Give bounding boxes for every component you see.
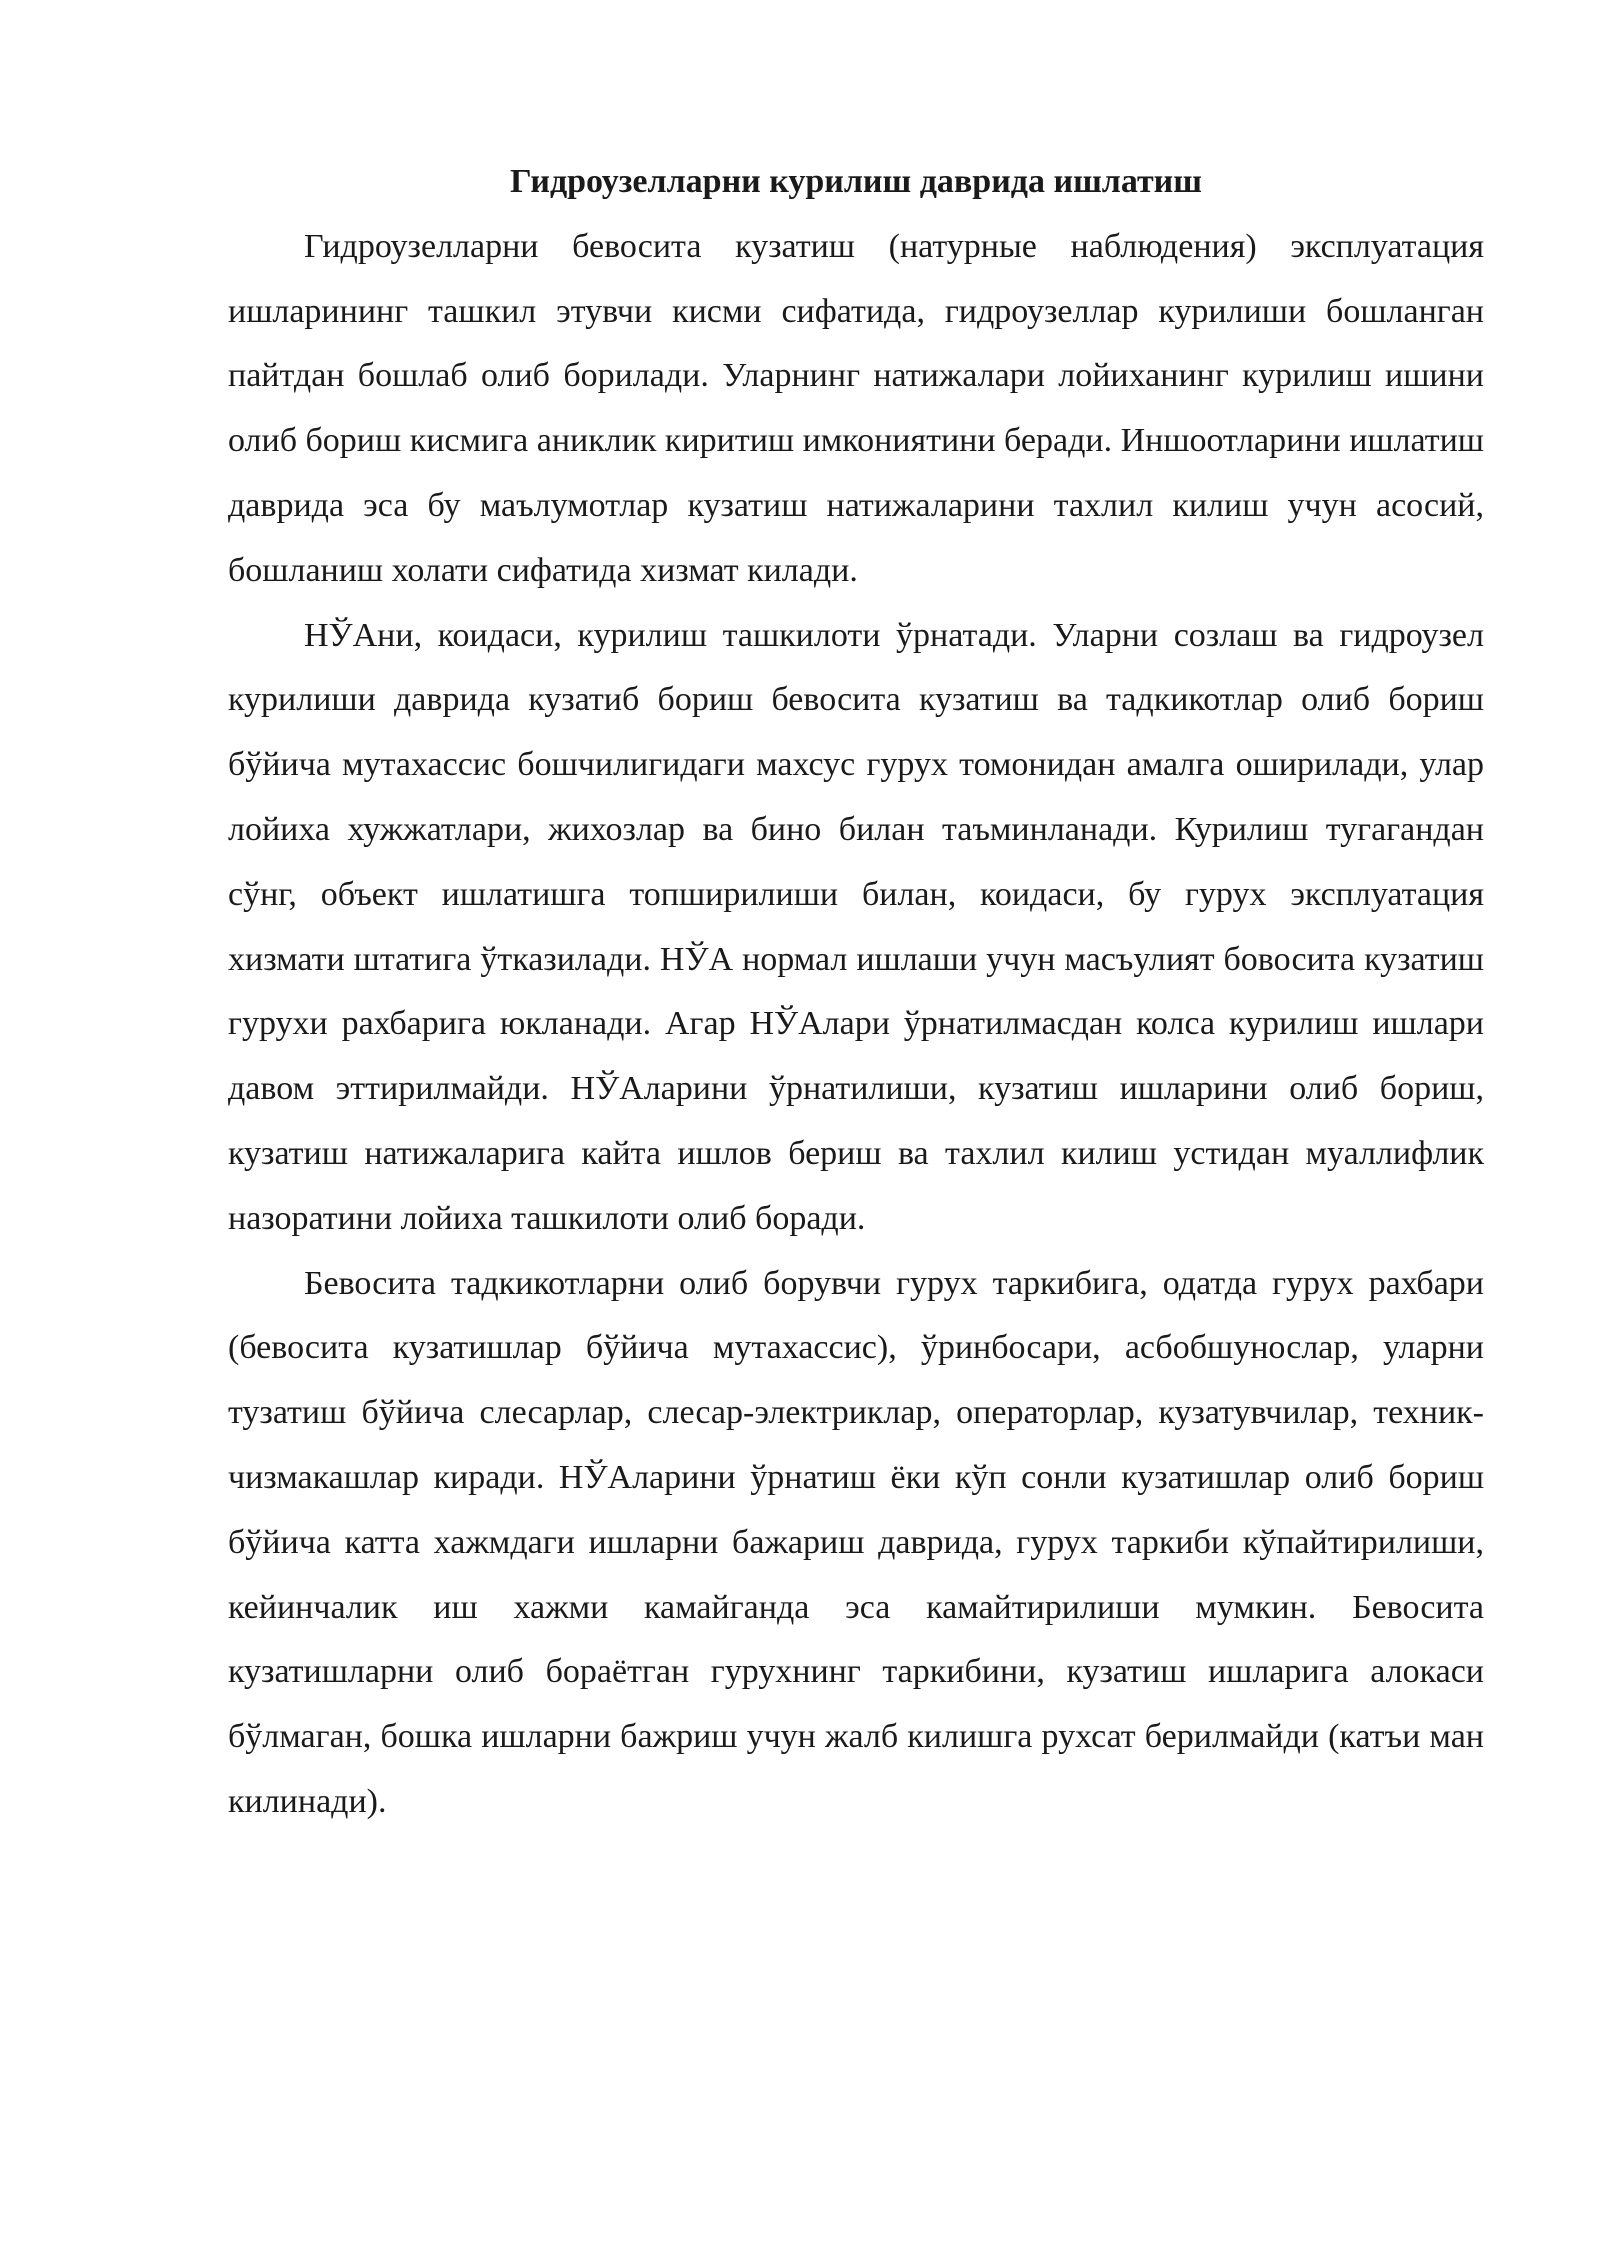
document-title: Гидроузелларни курилиш даврида ишлатиш xyxy=(510,163,1202,200)
paragraph-2: НЎАни, коидаси, курилиш ташкилоти ўрнатади. Уларни созлаш ва гидроузел курилиши даврида кузатиб бориш бевосита кузатиш ва тадкикотлар олиб бориш бўйича мутахассис бошчилигидаги махсус гурух томонидан амалга оширилади, улар лойиха хужжатлари, жихозлар ва бино билан таъминланади. Курилиш тугагандан сўнг, объект ишлатишга топширилиши билан, коидаси, бу гурух эксплуатация хизмати штатига ўтказилади. НЎА нормал ишлаши учун масъулият бовосита кузатиш гурухи рахбарига юкланади. Агар НЎАлари ўрнатилмасдан колса курилиш ишлари давом эттирилмайди. НЎАларини ўрнатилиши, кузатиш ишларини олиб бориш, кузатиш натижаларига кайта ишлов бериш ва тахлил килиш устидан муаллифлик назоратини лойиха ташкилоти олиб боради. xyxy=(228,616,1484,1237)
paragraph-1: Гидроузелларни бевосита кузатиш (натурные наблюдения) эксплуатация ишларининг ташкил этувчи кисми сифатида, гидроузеллар курилиши бошланган пайтдан бошлаб олиб борилади. Уларнинг натижалари лойиханинг курилиш ишини олиб бориш кисмига аниклик киритиш имкониятини беради. Иншоотларини ишлатиш даврида эса бу маълумотлар кузатиш натижаларини тахлил килиш учун асосий, бошланиш холати сифатида хизмат килади. xyxy=(228,227,1484,589)
paragraph-3: Бевосита тадкикотларни олиб борувчи гурух таркибига, одатда гурух рахбари (бевосита кузатишлар бўйича мутахассис), ўринбосари, асбобшунослар, уларни тузатиш бўйича слесарлар, слесар-электриклар, операторлар, кузатувчилар, техник-чизмакашлар киради. НЎАларини ўрнатиш ёки кўп сонли кузатишлар олиб бориш бўйича катта хажмдаги ишларни бажариш даврида, гурух таркиби кўпайтирилиши, кейинчалик иш хажми камайганда эса камайтирилиши мумкин. Бевосита кузатишларни олиб бораётган гурухнинг таркибини, кузатиш ишларига алокаси бўлмаган, бошка ишларни бажриш учун жалб килишга рухсат берилмайди (катъи ман килинади). xyxy=(228,1264,1484,1820)
document-page xyxy=(228,150,1484,1835)
